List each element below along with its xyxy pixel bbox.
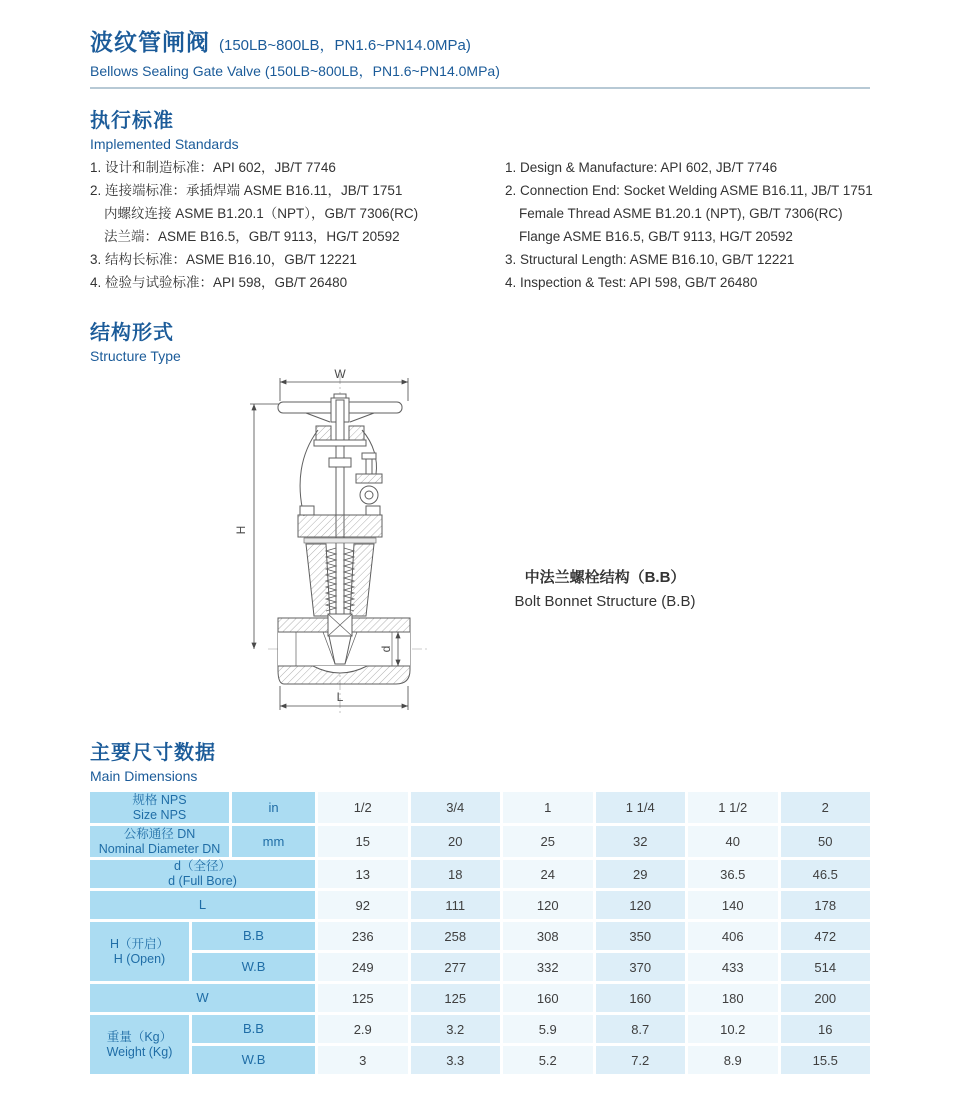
row-label-nps: 规格 NPS Size NPS xyxy=(90,792,229,823)
unit-cell: mm xyxy=(232,826,315,857)
table-cell: 111 xyxy=(411,891,501,919)
standards-item-en: Female Thread ASME B1.20.1 (NPT), GB/T 7306(RC) xyxy=(519,206,843,221)
table-cell: 32 xyxy=(596,826,686,857)
table-cell: 258 xyxy=(411,922,501,950)
standards-list-zh xyxy=(90,156,495,294)
table-cell: 1 1/2 xyxy=(688,792,778,823)
table-cell: 332 xyxy=(503,953,593,981)
table-cell: 160 xyxy=(596,984,686,1012)
standards-item-en: 1. Design & Manufacture: API 602, JB/T 7746 xyxy=(505,160,778,175)
dim-label-l: L xyxy=(336,690,344,704)
table-cell: 514 xyxy=(781,953,871,981)
sub-label-bb: B.B xyxy=(192,1015,315,1043)
header-divider xyxy=(90,87,870,89)
structure-caption xyxy=(497,566,713,610)
table-cell: 350 xyxy=(596,922,686,950)
page-title-en: Bellows Sealing Gate Valve (150LB~800LB，PN1.6~PN14.0MPa) xyxy=(90,63,500,79)
standards-item-zh: 3. 结构长标准：ASME B16.10，GB/T 12221 xyxy=(90,252,357,267)
valve-cross-section xyxy=(228,368,480,720)
standards-item-zh: 1. 设计和制造标准：API 602，JB/T 7746 xyxy=(90,160,336,175)
page-title: 波纹管闸阀 xyxy=(90,29,210,55)
table-cell: 24 xyxy=(503,860,593,888)
table-cell: 406 xyxy=(688,922,778,950)
dimension-h xyxy=(250,404,280,649)
page-title-spec: (150LB~800LB，PN1.6~PN14.0MPa) xyxy=(219,37,471,54)
table-row-h-bb xyxy=(192,922,870,950)
table-cell: 3/4 xyxy=(411,792,501,823)
table-cell: 46.5 xyxy=(781,860,871,888)
table-cell: 1 1/4 xyxy=(596,792,686,823)
table-group-weight xyxy=(90,1015,870,1074)
table-cell: 5.2 xyxy=(503,1046,593,1074)
section-dimensions-heading xyxy=(90,736,216,784)
structure-caption-zh: 中法兰螺栓结构（B.B） xyxy=(524,569,686,586)
row-label-h-open: H（开启） H (Open) xyxy=(90,922,189,981)
table-cell: 92 xyxy=(318,891,408,919)
table-row-nps xyxy=(90,792,870,823)
table-cell: 15.5 xyxy=(781,1046,871,1074)
table-cell: 180 xyxy=(688,984,778,1012)
table-cell: 18 xyxy=(411,860,501,888)
row-label-weight: 重量（Kg） Weight (Kg) xyxy=(90,1015,189,1074)
table-row-h-wb xyxy=(192,953,870,981)
table-cell: 5.9 xyxy=(503,1015,593,1043)
standards-item-zh: 法兰端：ASME B16.5，GB/T 9113，HG/T 20592 xyxy=(104,229,400,244)
table-cell: 15 xyxy=(318,826,408,857)
table-cell: 308 xyxy=(503,922,593,950)
row-label-w: W xyxy=(90,984,315,1012)
standards-item-en: 2. Connection End: Socket Welding ASME B16.11, JB/T 1751 xyxy=(505,183,873,198)
standards-item-zh: 2. 连接端标准：承插焊端 ASME B16.11，JB/T 1751 xyxy=(90,183,403,198)
standards-list-en xyxy=(505,156,885,294)
table-cell: 472 xyxy=(781,922,871,950)
dimensions-table xyxy=(90,792,870,1074)
table-cell: 1/2 xyxy=(318,792,408,823)
section-standards-heading xyxy=(90,104,239,152)
dim-label-h: H xyxy=(234,525,248,535)
dimension-l xyxy=(280,686,408,710)
table-cell: 120 xyxy=(596,891,686,919)
table-cell: 125 xyxy=(411,984,501,1012)
row-label-dn: 公称通径 DN Nominal Diameter DN xyxy=(90,826,229,857)
table-cell: 236 xyxy=(318,922,408,950)
table-group-h-open xyxy=(90,922,870,981)
dim-label-w: W xyxy=(334,368,346,381)
table-row-w xyxy=(90,984,870,1012)
table-cell: 160 xyxy=(503,984,593,1012)
table-cell: 13 xyxy=(318,860,408,888)
section-heading-en: Structure Type xyxy=(90,348,181,364)
unit-cell: in xyxy=(232,792,315,823)
section-heading-zh: 执行标准 xyxy=(90,110,174,132)
dim-label-d: d xyxy=(379,645,393,653)
side-bracket xyxy=(356,453,382,504)
table-row-dn xyxy=(90,826,870,857)
table-cell: 140 xyxy=(688,891,778,919)
table-cell: 7.2 xyxy=(596,1046,686,1074)
table-row-l xyxy=(90,891,870,919)
standards-item-en: 3. Structural Length: ASME B16.10, GB/T 12221 xyxy=(505,252,795,267)
section-structure-heading xyxy=(90,316,181,364)
sub-label-bb: B.B xyxy=(192,922,315,950)
table-cell: 3 xyxy=(318,1046,408,1074)
table-cell: 370 xyxy=(596,953,686,981)
table-cell: 8.9 xyxy=(688,1046,778,1074)
table-cell: 178 xyxy=(781,891,871,919)
sub-label-wb: W.B xyxy=(192,1046,315,1074)
table-cell: 10.2 xyxy=(688,1015,778,1043)
table-cell: 120 xyxy=(503,891,593,919)
table-cell: 433 xyxy=(688,953,778,981)
section-heading-en: Implemented Standards xyxy=(90,136,239,152)
table-row-bore xyxy=(90,860,870,888)
table-cell: 20 xyxy=(411,826,501,857)
valve-stem xyxy=(329,400,351,616)
table-row-weight-bb xyxy=(192,1015,870,1043)
page-header xyxy=(90,24,500,81)
table-cell: 16 xyxy=(781,1015,871,1043)
table-cell: 3.3 xyxy=(411,1046,501,1074)
standards-item-en: Flange ASME B16.5, GB/T 9113, HG/T 20592 xyxy=(519,229,793,244)
table-cell: 277 xyxy=(411,953,501,981)
standards-item-zh: 4. 检验与试验标准：API 598，GB/T 26480 xyxy=(90,275,348,290)
table-cell: 40 xyxy=(688,826,778,857)
section-heading-zh: 结构形式 xyxy=(90,322,174,344)
standards-item-zh: 内螺纹连接 ASME B1.20.1（NPT），GB/T 7306(RC) xyxy=(104,206,419,221)
structure-caption-en: Bolt Bonnet Structure (B.B) xyxy=(514,593,696,610)
table-cell: 29 xyxy=(596,860,686,888)
table-cell: 50 xyxy=(781,826,871,857)
standards-item-en: 4. Inspection & Test: API 598, GB/T 26480 xyxy=(505,275,758,290)
table-cell: 25 xyxy=(503,826,593,857)
table-cell: 3.2 xyxy=(411,1015,501,1043)
table-cell: 125 xyxy=(318,984,408,1012)
table-row-weight-wb xyxy=(192,1046,870,1074)
table-cell: 8.7 xyxy=(596,1015,686,1043)
section-heading-zh: 主要尺寸数据 xyxy=(90,742,216,764)
table-cell: 1 xyxy=(503,792,593,823)
table-cell: 2 xyxy=(781,792,871,823)
table-cell: 36.5 xyxy=(688,860,778,888)
table-cell: 200 xyxy=(781,984,871,1012)
valve-drawing xyxy=(228,368,480,720)
row-label-l: L xyxy=(90,891,315,919)
sub-label-wb: W.B xyxy=(192,953,315,981)
table-cell: 249 xyxy=(318,953,408,981)
row-label-bore: d（全径） d (Full Bore) xyxy=(90,860,315,888)
table-cell: 2.9 xyxy=(318,1015,408,1043)
section-heading-en: Main Dimensions xyxy=(90,768,198,784)
